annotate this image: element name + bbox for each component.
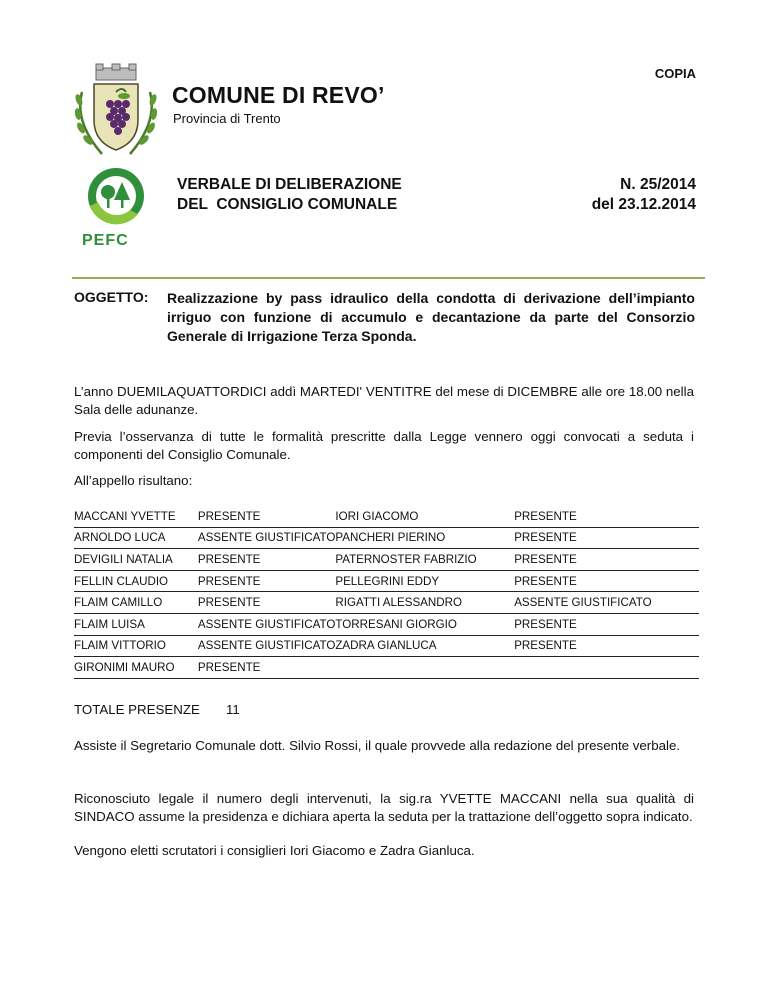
member-name: TORRESANI GIORGIO (335, 613, 514, 635)
member-status: ASSENTE GIUSTIFICATO (198, 635, 335, 657)
member-name: RIGATTI ALESSANDRO (335, 592, 514, 614)
member-name: DEVIGILI NATALIA (74, 549, 198, 571)
member-status: PRESENTE (198, 549, 335, 571)
member-status: PRESENTE (198, 570, 335, 592)
numero-value: N. 25/2014 (620, 176, 696, 193)
oggetto-label: OGGETTO: (74, 289, 149, 305)
member-status: ASSENTE GIUSTIFICATO (198, 527, 335, 549)
comune-title: COMUNE DI REVO’ (172, 82, 385, 108)
member-status: PRESENTE (514, 549, 699, 571)
totale-value: 11 (226, 702, 240, 717)
member-name: IORI GIACOMO (335, 506, 514, 527)
member-status: PRESENTE (514, 506, 699, 527)
municipal-crest-icon (72, 62, 160, 162)
member-status: ASSENTE GIUSTIFICATO (198, 613, 335, 635)
member-name (335, 657, 514, 679)
anno-paragraph: L’anno DUEMILAQUATTORDICI addì MARTEDI' VENTITRE del mese di DICEMBRE alle ore 18.00 nella Sala delle adunanze. (74, 384, 694, 417)
member-name: PELLEGRINI EDDY (335, 570, 514, 592)
table-row (74, 657, 699, 679)
member-name: ZADRA GIANLUCA (335, 635, 514, 657)
deliberation-number (592, 175, 696, 215)
member-status (514, 657, 699, 679)
scrutatori-paragraph: Vengono eletti scrutatori i consiglieri Iori Giacomo e Zadra Gianluca. (74, 843, 475, 858)
member-name: FLAIM LUISA (74, 613, 198, 635)
member-name: PANCHERI PIERINO (335, 527, 514, 549)
member-name: FLAIM VITTORIO (74, 635, 198, 657)
member-status: PRESENTE (198, 657, 335, 679)
table-row (74, 635, 699, 657)
member-name: MACCANI YVETTE (74, 506, 198, 527)
member-status: PRESENTE (514, 570, 699, 592)
table-row (74, 613, 699, 635)
member-name: PATERNOSTER FABRIZIO (335, 549, 514, 571)
verbale-line-1: VERBALE DI DELIBERAZIONE (177, 176, 402, 193)
table-row (74, 527, 699, 549)
header-divider (72, 277, 705, 279)
data-value: del 23.12.2014 (591, 196, 696, 213)
member-status: PRESENTE (514, 613, 699, 635)
member-name: ARNOLDO LUCA (74, 527, 198, 549)
member-status: PRESENTE (514, 635, 699, 657)
attendance-table (74, 506, 699, 679)
totale-label: TOTALE PRESENZE (74, 702, 200, 717)
pefc-logo-text: PEFC (82, 232, 129, 248)
provincia-subtitle: Provincia di Trento (173, 111, 281, 126)
pefc-logo-icon (78, 166, 156, 248)
member-name: FLAIM CAMILLO (74, 592, 198, 614)
copia-label: COPIA (654, 66, 696, 81)
assiste-paragraph: Assiste il Segretario Comunale dott. Silvio Rossi, il quale provvede alla redazione del presente verbale. (74, 738, 681, 753)
verbale-heading (177, 175, 402, 215)
member-status: PRESENTE (198, 592, 335, 614)
appello-paragraph: All’appello risultano: (74, 473, 193, 488)
table-row (74, 506, 699, 527)
previa-paragraph: Previa l’osservanza di tutte le formalità prescritte dalla Legge vennero oggi convocati a seduta i componenti del Consiglio Comunale. (74, 429, 694, 462)
member-status: ASSENTE GIUSTIFICATO (514, 592, 699, 614)
member-status: PRESENTE (514, 527, 699, 549)
table-row (74, 592, 699, 614)
member-name: GIRONIMI MAURO (74, 657, 198, 679)
member-name: FELLIN CLAUDIO (74, 570, 198, 592)
member-status: PRESENTE (198, 506, 335, 527)
table-row (74, 570, 699, 592)
riconosciuto-paragraph: Riconosciuto legale il numero degli intervenuti, la sig.ra YVETTE MACCANI nella sua qualità di SINDACO assume la presidenza e dichiara aperta la seduta per la trattazione dell’oggetto sopra indicato. (74, 791, 694, 824)
table-row (74, 549, 699, 571)
verbale-line-2: DEL CONSIGLIO COMUNALE (177, 196, 398, 213)
oggetto-text: Realizzazione by pass idraulico della condotta di derivazione dell’impianto irriguo con funzione di accumulo e decantazione da parte del Consorzio Generale di Irrigazione Terza Sponda. (167, 290, 695, 344)
